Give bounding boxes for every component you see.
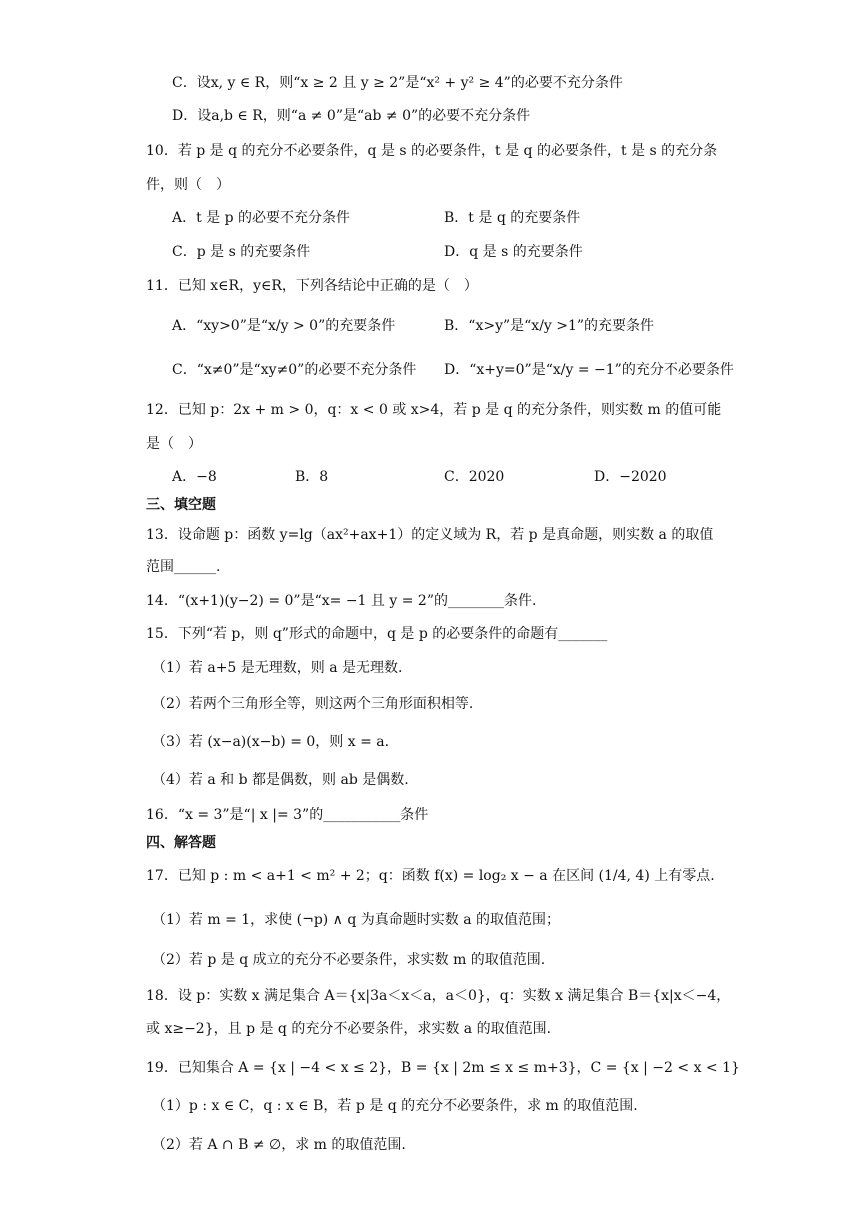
item-19-1: （1）p : x ∈ C，q : x ∈ B，若 p 是 q 的充分不必要条件，求 m 的取值范围. bbox=[152, 1098, 638, 1114]
section-fill-in: 三、填空题 bbox=[146, 497, 216, 513]
question-15: 15．下列“若 p，则 q”形式的命题中，q 是 p 的必要条件的命题有_______ bbox=[146, 626, 608, 642]
question-18-cont: 或 x≥−2}，且 p 是 q 的充分不必要条件，求实数 a 的取值范围. bbox=[146, 1021, 552, 1037]
option-10a: A．t 是 p 的必要不充分条件 bbox=[172, 210, 351, 226]
question-19: 19．已知集合 A = {x | −4 < x ≤ 2}，B = {x | 2m ≤ x ≤ m+3}，C = {x | −2 < x < 1} bbox=[146, 1060, 740, 1076]
option-10b: B．t 是 q 的充要条件 bbox=[444, 210, 581, 226]
option-9c: C．设x, y ∈ R，则“x ≥ 2 且 y ≥ 2”是“x² + y² ≥ 4”的必要不充分条件 bbox=[172, 75, 623, 91]
item-19-2: （2）若 A ∩ B ≠ ∅，求 m 的取值范围. bbox=[152, 1137, 406, 1153]
question-16: 16．“x = 3”是“| x |= 3”的___________条件 bbox=[146, 807, 429, 823]
section-answer: 四、解答题 bbox=[146, 835, 216, 851]
option-12c: C．2020 bbox=[444, 469, 505, 485]
item-15-4: （4）若 a 和 b 都是偶数，则 ab 是偶数. bbox=[152, 772, 409, 788]
option-11b: B．“x>y”是“x/y >1”的充要条件 bbox=[444, 318, 655, 334]
item-15-3: （3）若 (x−a)(x−b) = 0，则 x = a. bbox=[152, 734, 390, 750]
option-10c: C．p 是 s 的充要条件 bbox=[172, 244, 311, 260]
question-18: 18．设 p：实数 x 满足集合 A＝{x|3a＜x＜a，a＜0}，q：实数 x 满足集合 B＝{x|x＜−4， bbox=[146, 988, 731, 1004]
item-15-1: （1）若 a+5 是无理数，则 a 是无理数. bbox=[152, 660, 403, 676]
question-13-cont: 范围______. bbox=[146, 559, 221, 575]
option-11c: C．“x≠0”是“xy≠0”的必要不充分条件 bbox=[172, 362, 417, 378]
question-11: 11．已知 x∈R，y∈R，下列各结论中正确的是（ ） bbox=[146, 278, 478, 294]
question-10-cont: 件，则（ ） bbox=[146, 177, 230, 193]
option-12d: D．−2020 bbox=[594, 469, 667, 485]
question-12: 12．已知 p：2x + m > 0，q：x < 0 或 x>4，若 p 是 q 的充分条件，则实数 m 的值可能 bbox=[146, 402, 722, 418]
item-17-2: （2）若 p 是 q 成立的充分不必要条件，求实数 m 的取值范围. bbox=[152, 952, 546, 968]
question-13: 13．设命题 p：函数 y=lg（ax²+ax+1）的定义域为 R，若 p 是真命题，则实数 a 的取值 bbox=[146, 527, 714, 543]
option-11d: D．“x+y=0”是“x/y = −1”的充分不必要条件 bbox=[444, 362, 734, 378]
option-12a: A．−8 bbox=[172, 469, 217, 485]
question-10: 10．若 p 是 q 的充分不必要条件，q 是 s 的必要条件，t 是 q 的必要条件，t 是 s 的充分条 bbox=[146, 143, 718, 159]
option-12b: B．8 bbox=[295, 469, 329, 485]
question-12-cont: 是（ ） bbox=[146, 436, 202, 452]
option-11a: A．“xy>0”是“x/y > 0”的充要条件 bbox=[172, 318, 396, 334]
item-15-2: （2）若两个三角形全等，则这两个三角形面积相等. bbox=[152, 696, 474, 712]
item-17-1: （1）若 m = 1，求使 (¬p) ∧ q 为真命题时实数 a 的取值范围； bbox=[152, 912, 561, 928]
question-14: 14．“(x+1)(y−2) = 0”是“x= −1 且 y = 2”的________条件. bbox=[146, 593, 537, 609]
option-10d: D．q 是 s 的充要条件 bbox=[444, 244, 583, 260]
option-9d: D．设a,b ∈ R，则“a ≠ 0”是“ab ≠ 0”的必要不充分条件 bbox=[172, 108, 531, 124]
question-17: 17．已知 p : m < a+1 < m² + 2；q：函数 f(x) = log₂ x − a 在区间 (1/4, 4) 上有零点. bbox=[146, 868, 715, 884]
